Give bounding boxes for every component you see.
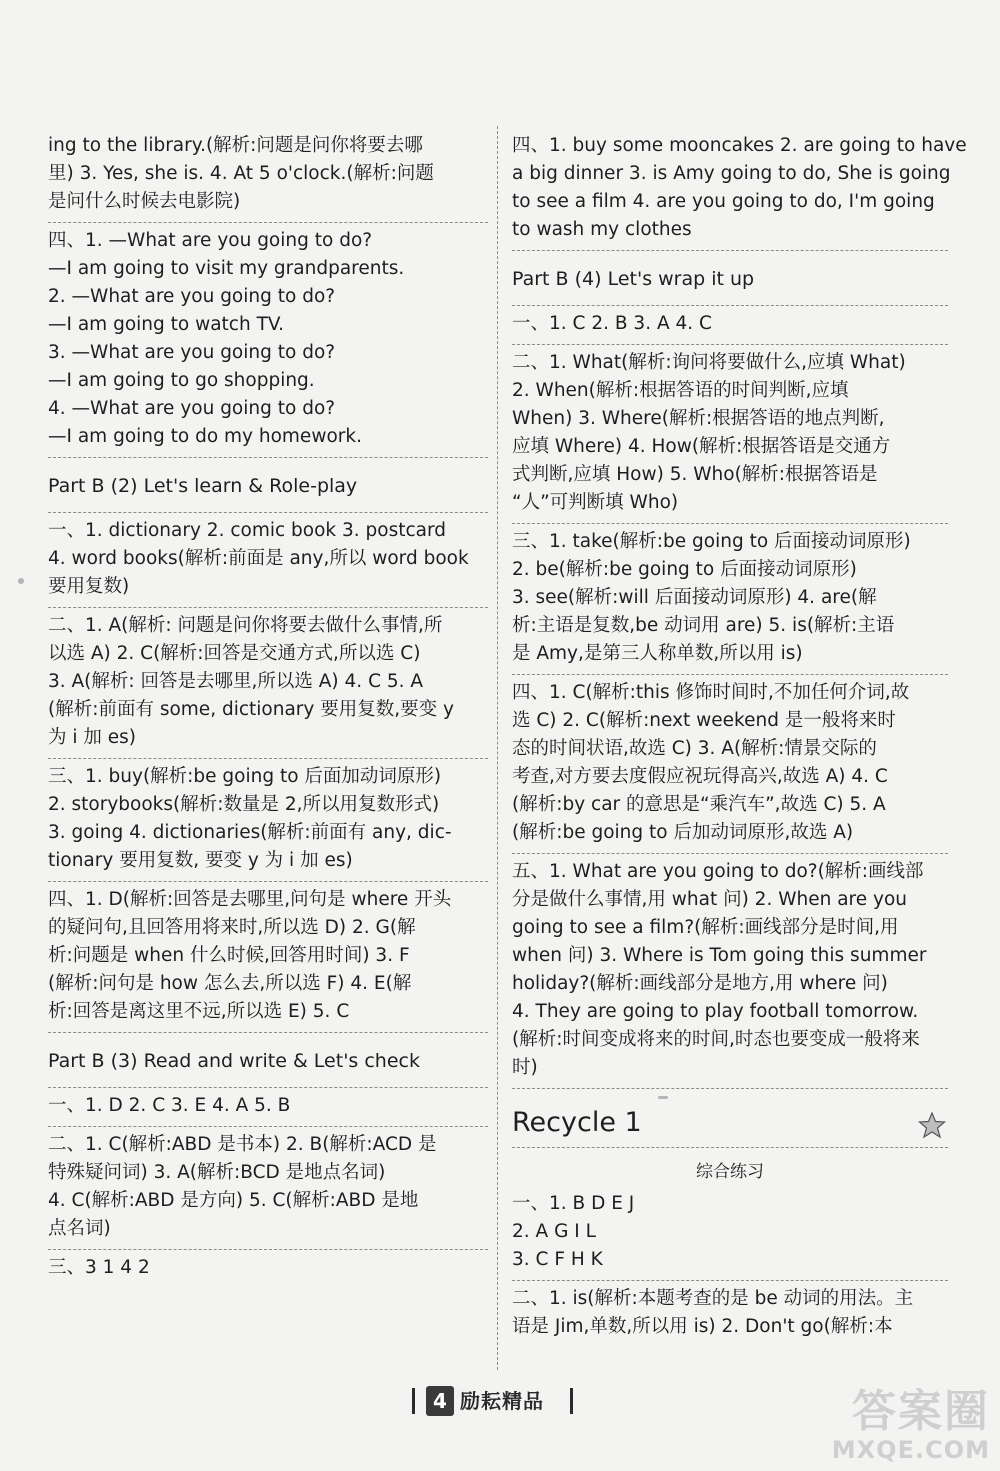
answer-line: when 问) 3. Where is Tom going this summer [512, 945, 927, 966]
answer-line: 2. —What are you going to do? [48, 286, 336, 307]
answer-block [512, 854, 948, 1089]
answer-block [48, 1250, 488, 1288]
answer-block [512, 128, 967, 251]
answer-line: (解析:时间变成将来的时间,时态也要变成一般将来 [512, 1029, 920, 1050]
recycle-header [512, 1099, 948, 1148]
answer-block [48, 513, 488, 608]
answer-line: tionary 要用复数, 要变 y 为 i 加 es) [48, 850, 353, 871]
answer-line: (解析:by car 的意思是“乘汽车”,故选 C) 5. A [512, 794, 886, 815]
answer-block [512, 306, 948, 345]
answer-line: 以选 A) 2. C(解析:回答是交通方式,所以选 C) [48, 643, 421, 664]
answer-line: 二、1. A(解析: 问题是问你将要去做什么事情,所 [48, 615, 443, 636]
answer-block [512, 524, 948, 675]
answer-line: (解析:问句是 how 怎么去,所以选 F) 4. E(解 [48, 973, 412, 994]
section-heading: Part B (3) Read and write & Let's check [48, 1033, 488, 1088]
answer-line: ing to the library.(解析:问题是问你将要去哪 [48, 135, 423, 156]
answer-line: 4. —What are you going to do? [48, 398, 336, 419]
answer-line: 四、1. buy some mooncakes 2. are going to have [512, 135, 967, 156]
star-icon [918, 1111, 946, 1139]
left-column [48, 128, 488, 1288]
answer-line: 分是做什么事情,用 what 问) 2. When are you [512, 889, 908, 910]
page-footer [412, 1386, 576, 1416]
right-column [512, 128, 967, 1347]
answer-line: 四、1. —What are you going to do? [48, 230, 373, 251]
answer-block [512, 675, 948, 854]
answer-line: 为 i 加 es) [48, 727, 137, 748]
answer-block [48, 882, 488, 1033]
answer-line: “人”可判断填 Who) [512, 492, 679, 513]
watermark-logo-text: 答案圈 [852, 1386, 990, 1437]
answer-line: 考查,对方要去度假应祝玩得高兴,故选 A) 4. C [512, 766, 888, 787]
footer-bar-left [412, 1388, 415, 1414]
answer-line: 是 Amy,是第三人称单数,所以用 is) [512, 643, 803, 664]
answer-line: 三、1. buy(解析:be going to 后面加动词原形) [48, 766, 442, 787]
answer-line: (解析:前面有 some, dictionary 要用复数,要变 y [48, 699, 454, 720]
answer-line: 2. storybooks(解析:数量是 2,所以用复数形式) [48, 794, 440, 815]
practice-title: 综合练习 [696, 1162, 764, 1182]
answer-block [48, 608, 488, 759]
answer-line: 语是 Jim,单数,所以用 is) 2. Don't go(解析:本 [512, 1316, 893, 1337]
answer-line: 三、3 1 4 2 [48, 1257, 150, 1278]
answer-line: 时) [512, 1057, 538, 1078]
answer-line: 二、1. is(解析:本题考查的是 be 动词的用法。主 [512, 1288, 914, 1309]
answer-line: 选 C) 2. C(解析:next weekend 是一般将来时 [512, 710, 896, 731]
answer-line: 3. see(解析:will 后面接动词原形) 4. are(解 [512, 587, 877, 608]
answer-line: holiday?(解析:画线部分是地方,用 where 问) [512, 973, 888, 994]
answer-line: 要用复数) [48, 576, 130, 597]
scan-mark [658, 1096, 668, 1099]
answer-line: 4. C(解析:ABD 是方向) 5. C(解析:ABD 是地 [48, 1190, 419, 1211]
answer-line: 三、1. take(解析:be going to 后面接动词原形) [512, 531, 911, 552]
column-divider [497, 126, 498, 1370]
answer-line: 是问什么时候去电影院) [48, 191, 241, 212]
answer-block [48, 128, 488, 223]
answer-line: 3. going 4. dictionaries(解析:前面有 any, dic- [48, 822, 452, 843]
answer-line: 二、1. C(解析:ABD 是书本) 2. B(解析:ACD 是 [48, 1134, 437, 1155]
answer-line: When) 3. Where(解析:根据答语的地点判断, [512, 408, 885, 429]
scan-mark [18, 578, 24, 584]
answer-block [512, 345, 948, 524]
answer-line: —I am going to do my homework. [48, 426, 362, 447]
answer-line: 析:主语是复数,be 动词用 are) 5. is(解析:主语 [512, 615, 895, 636]
answer-line: to wash my clothes [512, 219, 692, 240]
section-heading: Part B (2) Let's learn & Role-play [48, 458, 488, 513]
answer-line: 的疑问句,且回答用将来时,所以选 D) 2. G(解 [48, 917, 416, 938]
answer-line: 析:问题是 when 什么时候,回答用时间) 3. F [48, 945, 410, 966]
answer-line: —I am going to go shopping. [48, 370, 315, 391]
answer-line: (解析:be going to 后加动词原形,故选 A) [512, 822, 854, 843]
answer-block [48, 1088, 488, 1127]
watermark-url: MXQE.COM [831, 1436, 990, 1464]
answer-block [512, 1281, 948, 1347]
answer-line: 3. C F H K [512, 1249, 603, 1270]
answer-line: 4. word books(解析:前面是 any,所以 word book [48, 548, 469, 569]
answer-line: 4. They are going to play football tomorrow. [512, 1001, 919, 1022]
answer-line: 3. A(解析: 回答是去哪里,所以选 A) 4. C 5. A [48, 671, 424, 692]
answer-line: 态的时间状语,故选 C) 3. A(解析:情景交际的 [512, 738, 877, 759]
answer-line: 应填 Where) 4. How(解析:根据答语是交通方 [512, 436, 891, 457]
answer-line: 2. A G I L [512, 1221, 596, 1242]
answer-line: 点名词) [48, 1218, 111, 1239]
page-number: 4 [426, 1386, 454, 1416]
recycle-title: Recycle 1 [512, 1107, 642, 1138]
section-heading: Part B (4) Let's wrap it up [512, 251, 948, 306]
answer-line: to see a film 4. are you going to do, I'm going [512, 191, 935, 212]
answer-line: a big dinner 3. is Amy going to do, She is going [512, 163, 951, 184]
answer-line: 一、1. B D E J [512, 1193, 635, 1214]
answer-block [48, 223, 488, 458]
answer-line: 3. —What are you going to do? [48, 342, 336, 363]
answer-line: 四、1. C(解析:this 修饰时间时,不加任何介词,故 [512, 682, 910, 703]
answer-line: 一、1. dictionary 2. comic book 3. postcard [48, 520, 447, 541]
answer-line: 2. When(解析:根据答语的时间判断,应填 [512, 380, 849, 401]
answer-line: 析:回答是离这里不远,所以选 E) 5. C [48, 1001, 350, 1022]
answer-line: going to see a film?(解析:画线部分是时间,用 [512, 917, 899, 938]
watermark [800, 1388, 990, 1468]
answer-line: 一、1. C 2. B 3. A 4. C [512, 313, 712, 334]
brand-name: 励耘精品 [460, 1389, 544, 1413]
answer-line: —I am going to watch TV. [48, 314, 285, 335]
answer-block [512, 1186, 948, 1281]
answer-line: 一、1. D 2. C 3. E 4. A 5. B [48, 1095, 291, 1116]
answer-line: 里) 3. Yes, she is. 4. At 5 o'clock.(解析:问题 [48, 163, 434, 184]
answer-block [48, 1127, 488, 1250]
answer-line: 五、1. What are you going to do?(解析:画线部 [512, 861, 924, 882]
answer-line: —I am going to visit my grandparents. [48, 258, 405, 279]
answer-line: 特殊疑问词) 3. A(解析:BCD 是地点名词) [48, 1162, 386, 1183]
answer-line: 二、1. What(解析:询问将要做什么,应填 What) [512, 352, 906, 373]
answer-line: 四、1. D(解析:回答是去哪里,问句是 where 开头 [48, 889, 452, 910]
answer-block [48, 759, 488, 882]
footer-bar-right [570, 1388, 573, 1414]
answer-line: 2. be(解析:be going to 后面接动词原形) [512, 559, 857, 580]
answer-line: 式判断,应填 How) 5. Who(解析:根据答语是 [512, 464, 878, 485]
